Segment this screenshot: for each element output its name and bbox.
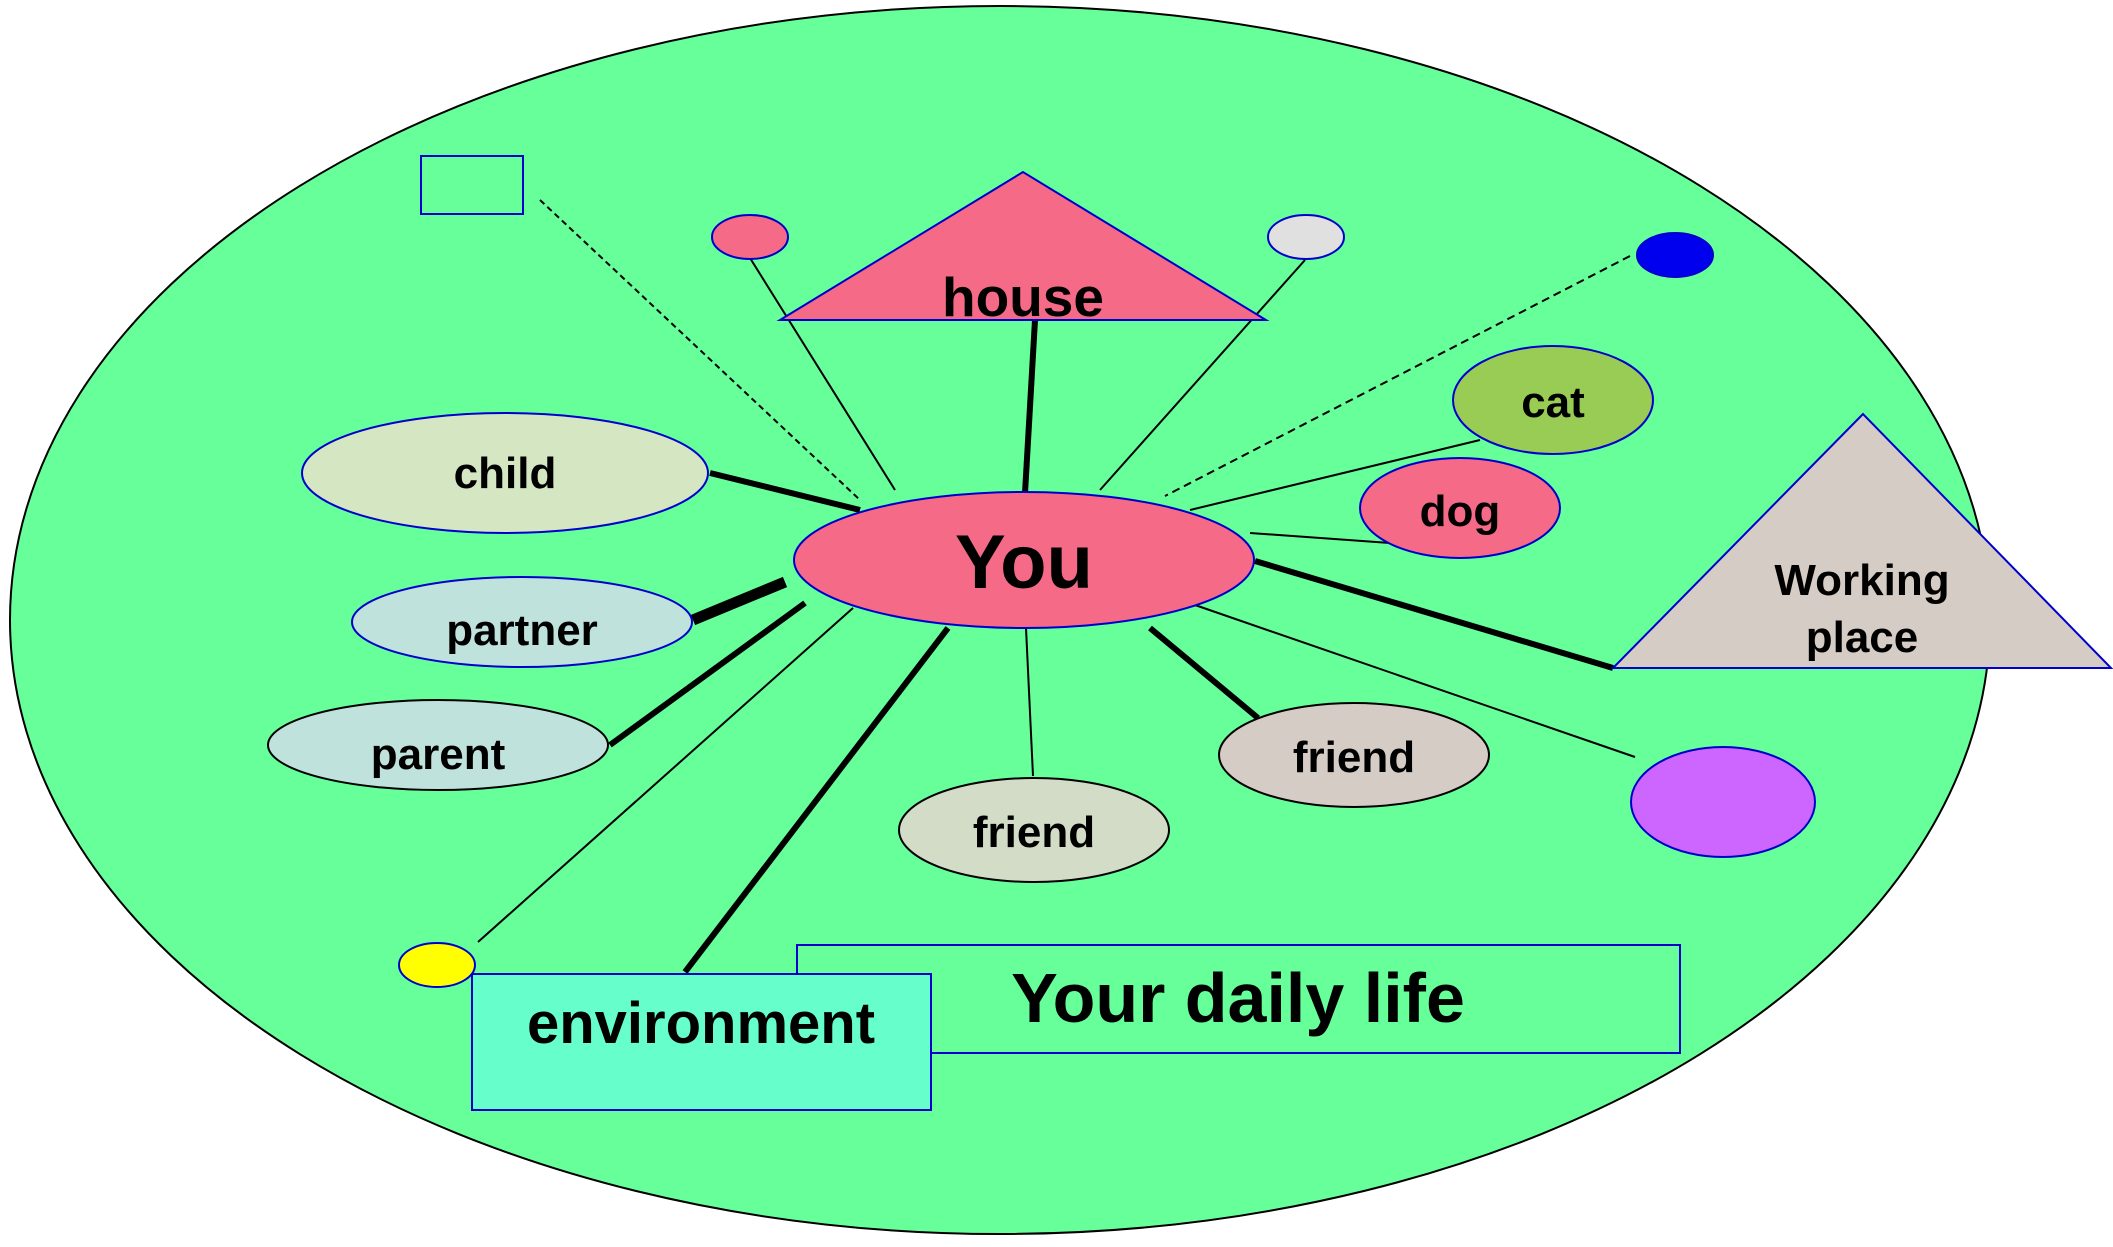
partner-node: [352, 577, 692, 667]
you-node: [794, 492, 1254, 628]
blue-dot: [1637, 233, 1713, 277]
working-place-label-line2: place: [1805, 613, 1919, 662]
purple-dot: [1631, 747, 1815, 857]
dog-label: dog: [1419, 487, 1501, 536]
parent-label: parent: [370, 730, 506, 779]
house-label: house: [942, 266, 1104, 328]
partner-label: partner: [446, 606, 598, 655]
pink-dot: [712, 215, 788, 259]
child-label: child: [453, 449, 557, 498]
child-node: [302, 413, 708, 533]
friend-right-label: friend: [1292, 733, 1416, 782]
white-dot: [1268, 215, 1344, 259]
environment-label: environment: [526, 991, 876, 1056]
you-label: You: [955, 520, 1093, 605]
friend-right-node: [1219, 703, 1489, 807]
dog-node: [1360, 458, 1560, 558]
friend-bottom-node: [899, 778, 1169, 882]
cat-label: cat: [1521, 378, 1585, 427]
environment-node: [472, 974, 931, 1110]
cat-node: [1453, 346, 1653, 454]
page-title: Your daily life: [1011, 959, 1465, 1037]
friend-bottom-label: friend: [972, 808, 1096, 857]
parent-node: [268, 700, 608, 790]
working-place-label-line1: Working: [1774, 556, 1950, 605]
yellow-dot: [399, 943, 475, 987]
